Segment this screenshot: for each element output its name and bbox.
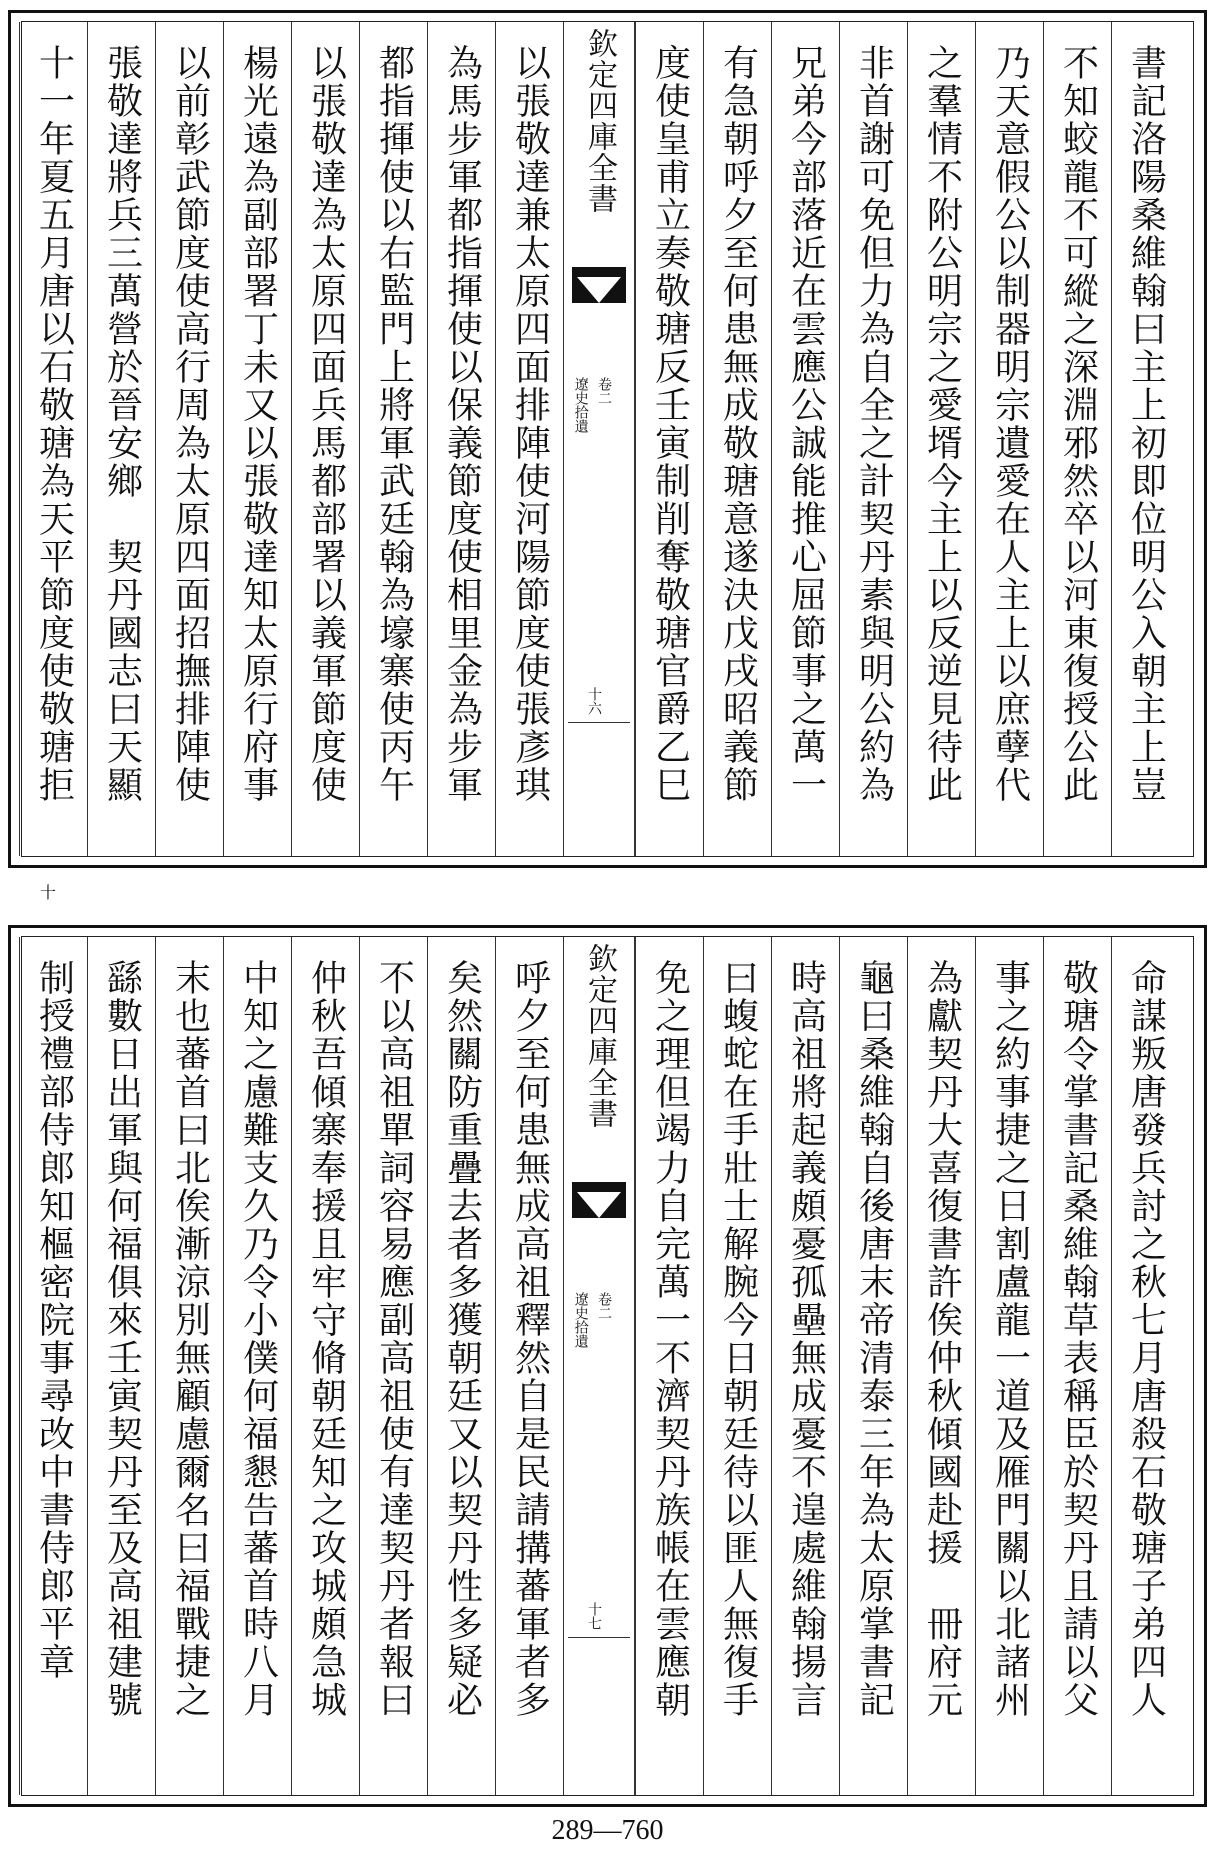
column-text: 時高祖將起義頗憂孤壘無成憂不遑處維翰揚言 (785, 959, 827, 1719)
text-column (87, 937, 155, 1795)
column-text: 免之理但竭力自完萬一不濟契丹族帳在雲應朝 (649, 959, 691, 1719)
text-column (359, 22, 427, 856)
column-text: 不以高祖單詞容易應副高祖使有達契丹者報曰 (373, 959, 415, 1719)
center-title: 欽定四庫全書 (582, 943, 617, 1129)
center-title: 欽定四庫全書 (582, 28, 617, 214)
column-text: 度使皇甫立奏敬瑭反壬寅制削奪敬瑭官爵乙巳 (649, 44, 691, 804)
column-text: 不知蛟龍不可縱之深淵邪然卒以河東復授公此 (1057, 44, 1099, 804)
book-title: 遼史拾遺 (572, 1292, 589, 1348)
text-column (427, 937, 495, 1795)
text-column (223, 937, 291, 1795)
text-column (907, 22, 975, 856)
book-title: 遼史拾遺 (572, 377, 589, 433)
column-text: 敬瑭令掌書記桑維翰草表稱臣於契丹且請以父 (1057, 959, 1099, 1719)
fishtail-mark-icon (572, 267, 626, 303)
text-column (975, 937, 1043, 1795)
column-text: 為獻契丹大喜復書許俟仲秋傾國赴援 冊府元 (921, 959, 963, 1719)
divider (568, 1637, 630, 1638)
center-margin (563, 937, 635, 1795)
column-text: 乃天意假公以制器明宗遺愛在人主上以庶孽代 (989, 44, 1031, 804)
column-text: 繇數日出軍與何福俱來壬寅契丹至及高祖建號 (101, 959, 143, 1719)
book-page-top (8, 10, 1207, 868)
text-column (703, 22, 771, 856)
text-column (771, 937, 839, 1795)
text-column (495, 937, 563, 1795)
leaf-number: 十六 (586, 687, 602, 715)
column-text: 有急朝呼夕至何患無成敬瑭意遂決戊戌昭義節 (717, 44, 759, 804)
column-text: 事之約事捷之日割盧龍一道及雁門關以北諸州 (989, 959, 1031, 1719)
column-text: 以張敬達兼太原四面排陣使河陽節度使張彥琪 (509, 44, 551, 804)
column-text: 末也蕃首曰北俟漸涼別無顧慮爾名曰福戰捷之 (169, 959, 211, 1719)
book-page-bottom (8, 925, 1207, 1807)
column-text: 以張敬達為太原四面兵馬都部署以義軍節度使 (305, 44, 347, 804)
text-column (703, 937, 771, 1795)
column-text: 制授禮部侍郎知樞密院事尋改中書侍郎平章 (33, 959, 75, 1681)
text-column (19, 22, 87, 856)
column-text: 呼夕至何患無成高祖釋然自是民請搆蕃軍者多 (509, 959, 551, 1719)
text-column (975, 22, 1043, 856)
text-column (155, 22, 223, 856)
text-column (291, 22, 359, 856)
column-text: 矣然關防重疊去者多獲朝廷又以契丹性多疑必 (441, 959, 483, 1719)
text-column (1111, 22, 1179, 856)
column-text: 非首謝可免但力為自全之計契丹素與明公約為 (853, 44, 895, 804)
column-text: 都指揮使以右監門上將軍武廷翰為壕寨使丙午 (373, 44, 415, 804)
text-column (495, 22, 563, 856)
volume-label: 卷二 (596, 377, 612, 405)
text-frame (21, 936, 1194, 1796)
column-text: 命謀叛唐發兵討之秋七月唐殺石敬瑭子弟四人 (1125, 959, 1167, 1719)
text-column (19, 937, 87, 1795)
leaf-number: 十七 (586, 1602, 602, 1630)
text-column (427, 22, 495, 856)
center-margin (563, 22, 635, 856)
text-frame (21, 21, 1194, 857)
column-text: 曰蝮蛇在手壯士解腕今日朝廷待以匪人無復手 (717, 959, 759, 1719)
text-column (155, 937, 223, 1795)
column-text: 張敬達將兵三萬營於晉安鄉 契丹國志曰天顯 (101, 44, 143, 804)
margin-mark: 十 (40, 883, 57, 902)
column-text: 為馬步軍都指揮使以保義節度使相里金為步軍 (441, 44, 483, 804)
text-column (1043, 937, 1111, 1795)
text-column (771, 22, 839, 856)
text-column (839, 22, 907, 856)
text-column (1043, 22, 1111, 856)
column-text: 十一年夏五月唐以石敬瑭為天平節度使敬瑭拒 (33, 44, 75, 804)
column-text: 楊光遠為副部署丁未又以張敬達知太原行府事 (237, 44, 279, 804)
fishtail-mark-icon (572, 1182, 626, 1218)
column-text: 中知之慮難支久乃令小僕何福懇告蕃首時八月 (237, 959, 279, 1719)
text-column (907, 937, 975, 1795)
text-column (223, 22, 291, 856)
divider (568, 722, 630, 723)
text-column (87, 22, 155, 856)
text-column (291, 937, 359, 1795)
column-text: 之羣情不附公明宗之愛壻今主上以反逆見待此 (921, 44, 963, 804)
column-text: 兄弟今部落近在雲應公誠能推心屈節事之萬一 (785, 44, 827, 804)
text-column (635, 22, 703, 856)
text-column (635, 937, 703, 1795)
volume-label: 卷二 (596, 1292, 612, 1320)
text-column (839, 937, 907, 1795)
column-text: 仲秋吾傾寨奉援且牢守脩朝廷知之攻城頗急城 (305, 959, 347, 1719)
column-text: 以前彰武節度使高行周為太原四面招撫排陣使 (169, 44, 211, 804)
text-column (1111, 937, 1179, 1795)
page-number: 289—760 (551, 1815, 664, 1846)
text-column (359, 937, 427, 1795)
column-text: 書記洛陽桑維翰曰主上初即位明公入朝主上豈 (1125, 44, 1167, 804)
column-text: 龜曰桑維翰自後唐末帝清泰三年為太原掌書記 (853, 959, 895, 1719)
